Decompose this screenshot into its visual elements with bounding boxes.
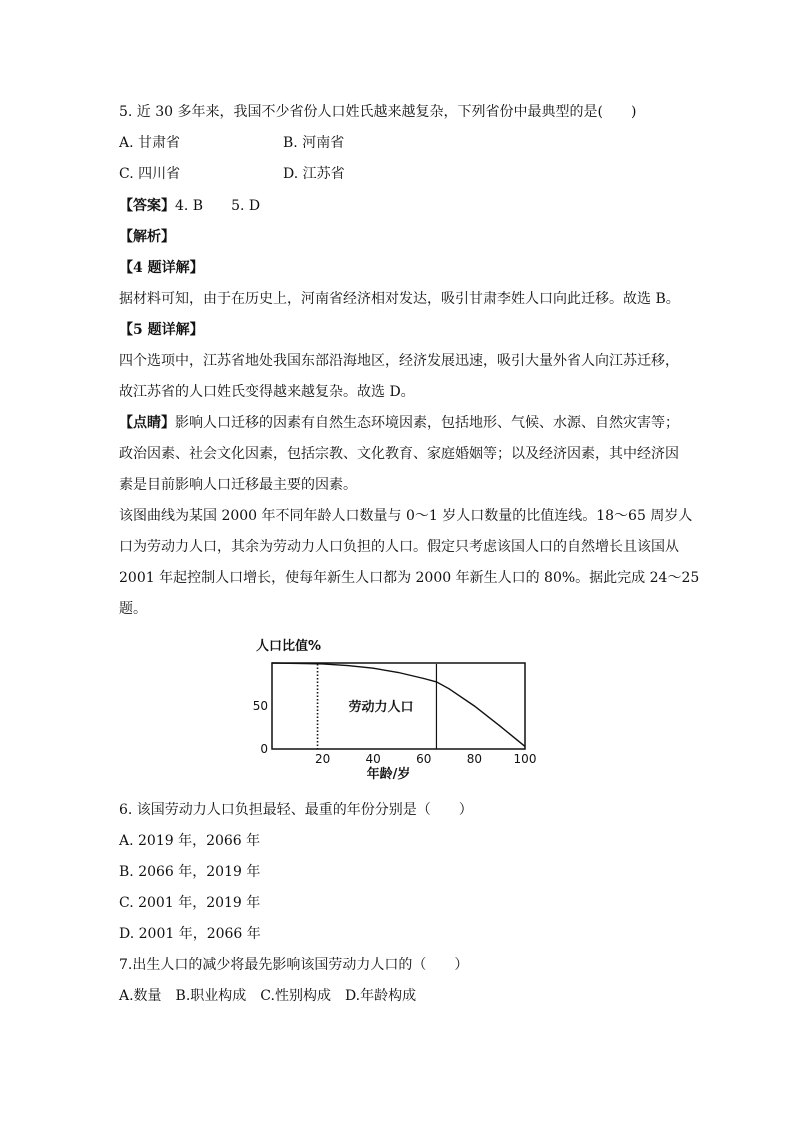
chart-y-tick-label: 0 [260,742,268,756]
q5-option-c: C. 四川省 [119,166,181,182]
q4-detail-label: 【4 题详解】 [119,260,204,276]
tip-line-1 [119,413,679,433]
answer-text: 4. B 5. D [175,198,261,214]
chart-x-tick-label: 20 [314,752,331,766]
chart-region-label: 劳动力人口 [348,700,414,715]
chart-point [524,746,525,747]
q5-detail-line-1: 四个选项中，江苏省地处我国东部沿海地区，经济发展迅速，吸引大量外省人向江苏迁移， [119,353,679,369]
q5-option-b: B. 河南省 [283,135,345,151]
intro-line-4: 题。 [119,601,147,617]
chart-x-tick-label: 100 [513,752,537,766]
answer-line [119,196,260,216]
chart-point [474,705,475,706]
q6-option-a: A. 2019 年，2066 年 [119,833,261,849]
chart-point [347,665,348,666]
chart-point [423,678,424,679]
tip-text-1: 影响人口迁移的因素有自然生态环境因素，包括地形、气候、水源、自然灾害等； [175,415,679,431]
q5-detail-line-2: 故江苏省的人口姓氏变得越来越复杂。故选 D。 [119,384,415,400]
q4-detail-text: 据材料可知，由于在历史上，河南省经济相对发达，吸引甘肃李姓人口向此迁移。故选 B。 [119,291,680,307]
chart-x-tick-label: 80 [466,752,483,766]
tip-line-2: 政治因素、社会文化因素，包括宗教、文化教育、家庭婚姻等；以及经济因素，其中经济因 [119,446,679,462]
intro-line-3: 2001 年起控制人口增长，使每年新生人口都为 2000 年新生人口的 80%。据此完成 24～25 [119,570,700,586]
chart-y-tick-label: 50 [252,699,268,713]
q6-option-d: D. 2001 年，2066 年 [119,926,261,942]
intro-line-1: 该图曲线为某国 2000 年不同年龄人口数量与 0～1 岁人口数量的比值连线。18～65 周岁人 [119,508,693,524]
chart-point [449,688,450,689]
chart-point [499,725,500,726]
chart-point [322,663,323,664]
chart-point [398,672,399,673]
answer-label: 【答案】 [119,198,175,214]
chart-x-tick-label: 40 [365,752,381,766]
chart-xlabel: 年龄/岁 [366,767,411,780]
q6-option-c: C. 2001 年，2019 年 [119,895,261,911]
q5-option-a: A. 甘肃省 [119,135,181,151]
analysis-label: 【解析】 [119,229,175,245]
q7-options: A.数量 B.职业构成 C.性别构成 D.年龄构成 [119,988,417,1004]
q5-stem: 5. 近 30 多年来，我国不少省份人口姓氏越来越复杂，下列省份中最典型的是( ) [119,104,637,120]
tip-label: 【点睛】 [119,415,175,431]
q5-detail-label: 【5 题详解】 [119,322,204,338]
chart-x-tick-label: 60 [416,752,432,766]
q5-option-d: D. 江苏省 [283,166,345,182]
q7-stem: 7.出生人口的减少将最先影响该国劳动力人口的（ ） [119,957,469,973]
intro-line-2: 口为劳动力人口，其余为劳动力人口负担的人口。假定只考虑该国人口的自然增长且该国从 [119,539,679,555]
population-ratio-chart [250,630,550,780]
chart-point [373,668,374,669]
q6-option-b: B. 2066 年，2019 年 [119,864,261,880]
q6-stem: 6. 该国劳动力人口负担最轻、最重的年份分别是（ ） [119,802,473,818]
tip-line-3: 素是目前影响人口迁移最主要的因素。 [119,477,357,493]
chart-point [271,662,272,663]
chart-point [297,663,298,664]
chart-ylabel: 人口比值% [256,639,322,654]
chart-point [436,681,437,682]
